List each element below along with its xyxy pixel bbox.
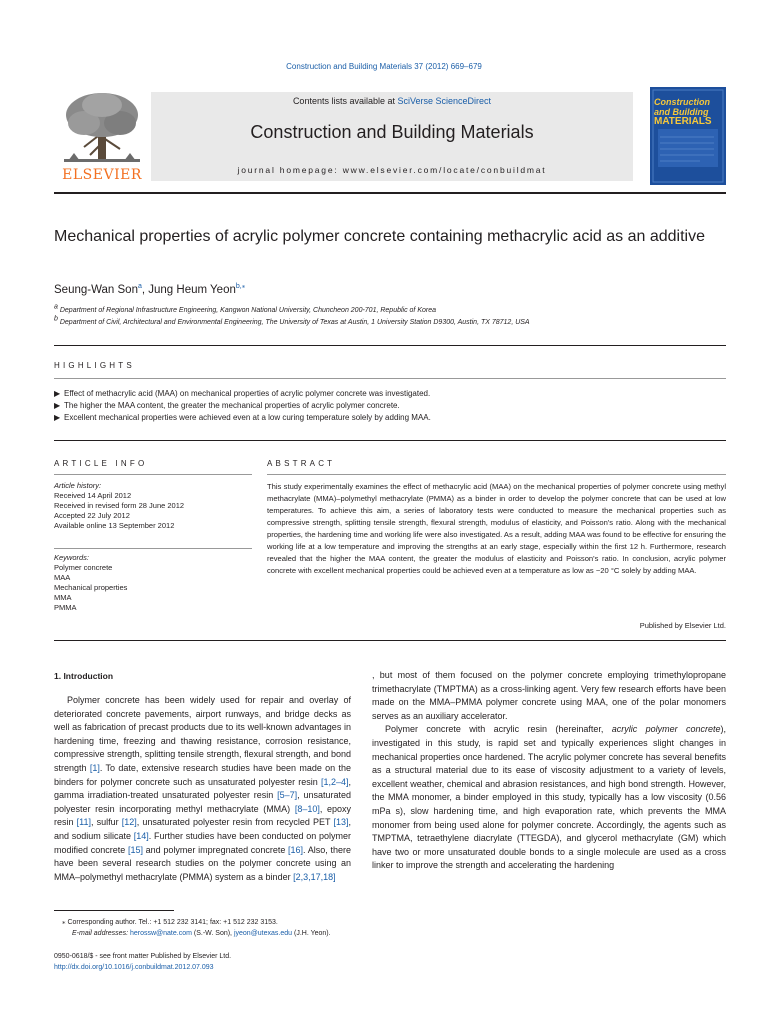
text-run: . Further studies have been conducted on polymer modified concrete	[54, 830, 351, 855]
citation-link[interactable]: [12]	[121, 817, 137, 828]
keyword: PMMA	[54, 603, 77, 612]
affiliation-label: b	[54, 315, 58, 323]
text-run: . To date, extensive research studies have been made on the binders for polymer concrete such as unsaturated polyester resin	[54, 762, 351, 787]
citation-link[interactable]: [16]	[288, 844, 304, 855]
affiliation-text: Department of Regional Infrastructure Engineering, Kangwon National University, Chuncheon 200-701, Republic of Korea	[59, 307, 437, 314]
text-run: , and sodium silicate	[54, 817, 351, 841]
highlight-text: The higher the MAA content, the greater the mechanical properties of acrylic polymer concrete.	[64, 401, 400, 410]
paragraph	[372, 723, 726, 873]
triangle-bullet-icon: ▶	[54, 401, 61, 410]
divider	[54, 345, 726, 346]
affiliation-marker[interactable]: a	[137, 283, 142, 291]
article-title: Mechanical properties of acrylic polymer concrete containing methacrylic acid as an additive	[54, 228, 705, 245]
journal-cover-thumbnail[interactable]	[650, 87, 726, 185]
history-item: Received 14 April 2012	[54, 491, 132, 500]
history-item: Available online 13 September 2012	[54, 521, 175, 530]
body-column-right	[372, 669, 726, 873]
masthead-rule	[54, 192, 726, 194]
journal-title-band	[151, 92, 633, 181]
highlight-item	[54, 389, 430, 398]
contents-prefix: Contents lists available at	[292, 96, 398, 106]
abstract-text: This study experimentally examines the effect of methacrylic acid (MAA) on the mechanical properties of polymer concrete using methyl methacrylate (MMA)–polymethyl methacrylate (PMMA) as a binder in order to develop the polymer concrete that can be used at low temperatures. To achieve this aim, a series of laboratory tests were conducted to measure the mechanical properties such as compressive strength, splitting tensile strength, flexural strength, modulus of elasticity, and Poisson's ratio. Along with the mechanical properties, the hardening time and working life were also investigated. As a result, adding MAA was found to be effective for ensuring the working life at a low temperature and improving the strengths at an early stage, especially within the first 12 h. Furthermore, research revealed that the higher the MAA content, the greater the modulus of elasticity and Poisson's ratio. In conclusion, acrylic polymer concrete with excellent mechanical properties could be achieved even at a temperature as low as −20 °C solely by adding MAA.	[267, 482, 726, 575]
published-by: Published by Elsevier Ltd.	[639, 621, 726, 630]
section-heading: 1. Introduction	[54, 671, 114, 681]
cover-title-line-2: and Building	[654, 107, 709, 117]
article-info-heading: ARTICLE INFO	[54, 459, 148, 468]
text-run: . Also, there have been several research studies on the polymer concrete using an MMA–polymethyl methacrylate (PMMA) system as a binder	[54, 844, 351, 882]
author-name: Jung Heum Yeon	[148, 284, 236, 296]
citation-link[interactable]: [14]	[133, 830, 149, 841]
divider	[54, 440, 726, 441]
footnote-rule	[54, 910, 174, 911]
text-run: and polymer impregnated concrete	[142, 844, 289, 855]
text-run: ), investigated in this study, is rapid set and typically experiences slight changes in mechanical properties once hardened. The acrylic polymer concrete has several benefits as a structural material due to its ease of viscosity adjustment to a variety of levels, excellent weather, chemical and abrasion resistances, and high bond strength. However, the MMA monomer, a binder employed in this study, typically has a low viscosity (0.56 mPa s), slow hardening time, and high evaporation rate, which prevents the MMA monomer from being used alone for polymer concrete. Accordingly, the agents such as TMPTMA, tetraethylene diacrylate (TTEGDA), and glycerol methacrylate (GM) which have two or more unsaturated double bonds to a single molecule are used as a cross linker to improve the strength and accelerating the hardening	[372, 724, 727, 871]
email-link[interactable]: jyeon@utexas.edu	[233, 930, 293, 937]
keyword: MMA	[54, 593, 72, 602]
history-item: Accepted 22 July 2012	[54, 511, 130, 520]
affiliation-a	[54, 303, 734, 314]
keyword: Mechanical properties	[54, 583, 128, 592]
doi-link[interactable]: http://dx.doi.org/10.1016/j.conbuildmat.2012.07.093	[54, 964, 214, 971]
author-name: Seung-Wan Son	[54, 284, 138, 296]
divider	[54, 548, 252, 549]
citation-link[interactable]: [8–10]	[294, 803, 320, 814]
elsevier-logo[interactable]	[54, 87, 150, 185]
highlights-heading: HIGHLIGHTS	[54, 361, 135, 370]
text-run: Polymer concrete with acrylic resin (hereinafter,	[385, 724, 612, 735]
citation-link[interactable]: [13]	[333, 817, 349, 828]
citation-link[interactable]: [1,2–4]	[320, 776, 349, 787]
author-list	[54, 284, 245, 296]
issn-line: 0950-0618/$ - see front matter Published by Elsevier Ltd.	[54, 953, 232, 960]
keyword: Polymer concrete	[54, 563, 113, 572]
journal-homepage[interactable]: journal homepage: www.elsevier.com/locate/conbuildmat	[237, 165, 547, 175]
abstract-heading: ABSTRACT	[267, 459, 336, 468]
citation-link[interactable]: [15]	[127, 844, 143, 855]
divider	[267, 474, 726, 475]
email-owner: (S.-W. Son),	[191, 930, 234, 937]
contents-line	[151, 96, 633, 106]
text-run: , unsaturated polyester resin incorporating methyl methacrylate (MMA)	[54, 790, 351, 814]
divider	[54, 378, 726, 379]
cover-title-line-1: Construction	[654, 97, 710, 107]
highlight-item	[54, 401, 400, 410]
affiliation-b	[54, 315, 734, 326]
body-column-left	[54, 694, 351, 884]
sciencedirect-link[interactable]: SciVerse ScienceDirect	[397, 96, 492, 106]
history-label: Article history:	[54, 481, 102, 490]
text-run: , gamma irradiation-treated unsaturated polyester resin	[54, 776, 351, 801]
highlight-item	[54, 413, 431, 422]
cover-title	[654, 97, 724, 127]
text-run: , but most of them focused on the polymer concrete employing trimethylopropane trimethacrylate (TMPTMA) as a cross-linking agent. Very few research efforts have been made on the MMA–PMMA polymer concrete using MAA, one of the polar monomers serves as an auxiliary accelerator.	[372, 670, 726, 721]
highlight-text: Excellent mechanical properties were achieved even at a low curing temperature solely by adding MAA.	[64, 413, 431, 422]
emphasis-text: acrylic polymer concrete	[611, 724, 721, 735]
text-run: , unsaturated polyester resin from recycled PET	[136, 817, 334, 828]
citation-link[interactable]: [5–7]	[277, 790, 298, 801]
journal-masthead	[54, 87, 726, 185]
text-run: , sulfur	[90, 817, 122, 828]
affiliation-marker[interactable]: b,⁎	[235, 283, 246, 291]
article-info	[54, 481, 252, 531]
keyword: MAA	[54, 573, 71, 582]
corresponding-author-note: ⁎ Corresponding author. Tel.: +1 512 232 3141; fax: +1 512 232 3153.	[62, 919, 278, 926]
cover-title-line-3: MATERIALS	[654, 116, 712, 127]
email-note	[54, 928, 354, 939]
journal-name: Construction and Building Materials	[250, 122, 534, 142]
paragraph	[372, 669, 726, 723]
email-label: E-mail addresses:	[72, 930, 130, 937]
paragraph	[54, 694, 351, 884]
divider	[54, 474, 252, 475]
history-item: Received in revised form 28 June 2012	[54, 501, 185, 510]
email-owner: (J.H. Yeon).	[292, 930, 331, 937]
keywords-label: Keywords:	[54, 553, 90, 562]
author-separator: ,	[141, 284, 149, 296]
affiliation-label: a	[54, 303, 58, 311]
triangle-bullet-icon: ▶	[54, 413, 61, 422]
divider	[54, 640, 726, 641]
citation-link[interactable]: [1]	[89, 762, 100, 773]
citation-link[interactable]: [2,3,17,18]	[293, 871, 336, 882]
affiliation-text: Department of Civil, Architectural and Environmental Engineering, The University of Texas at Austin, 1 University Station D9300, Austin, TX 78712, USA	[59, 319, 530, 326]
text-run: Polymer concrete has been widely used for repair and overlay of deteriorated concrete pavements, airport runways, and bridge decks as well as fabrication of precast products due to its well-known advantages in hardening time, freezing and thawing resistance, corrosion resistance, compressive strength, splitting tensile strength, flexural strength, and bond strength	[54, 695, 351, 773]
keywords	[54, 553, 252, 613]
triangle-bullet-icon: ▶	[54, 389, 61, 398]
highlight-text: Effect of methacrylic acid (MAA) on mechanical properties of acrylic polymer concrete was investigated.	[64, 389, 431, 398]
footnotes	[54, 917, 354, 973]
citation-link[interactable]: [11]	[76, 817, 91, 828]
publisher-logo-text: ELSEVIER	[62, 167, 142, 183]
text-run: , epoxy resin	[54, 803, 351, 828]
email-link[interactable]: herossw@nate.com	[129, 930, 192, 937]
running-header[interactable]: Construction and Building Materials 37 (2012) 669–679	[286, 62, 482, 71]
